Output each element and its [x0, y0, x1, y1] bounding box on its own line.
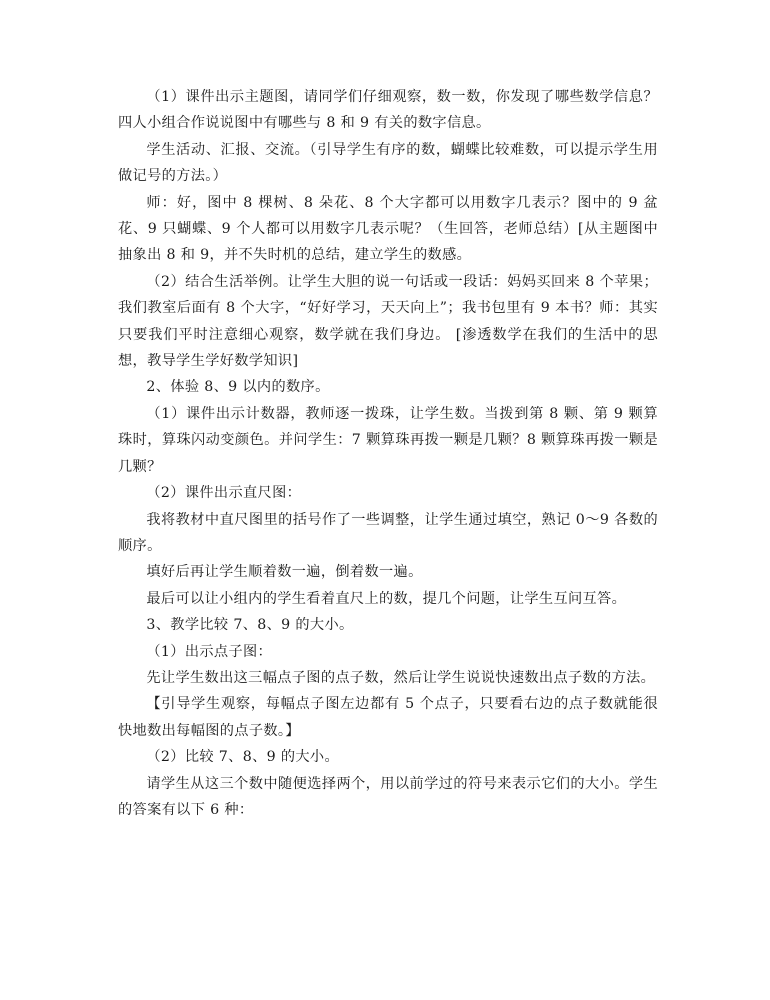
section-heading-number-order: 2、体验 8、9 以内的数序。 — [146, 379, 330, 396]
paragraph-student-activity: 学生活动、汇报、交流。（引导学生有序的数，蝴蝶比较难数，可以提示学生用做记号的方法。） — [118, 141, 658, 185]
paragraph-ruler-adjustment: 我将教材中直尺图里的括号作了一些调整，让学生通过填空，熟记 0～9 各数的顺序。 — [118, 511, 658, 554]
paragraph-observe-theme-picture: （1）课件出示主题图，请同学们仔细观察，数一数，你发现了哪些数学信息？四人小组合作说说图中有哪些与 8 和 9 有关的数字信息。 — [118, 89, 658, 132]
paragraph-guide-observe: 【引导学生观察，每幅点子图左边都有 5 个点子，只要看右边的点子数就能很快地数出每幅图的点子数。】 — [118, 696, 658, 739]
document-body — [118, 84, 658, 823]
paragraph-count-dots: 先让学生数出这三幅点子图的点子数，然后让学生说说快速数出点子数的方法。 — [146, 669, 656, 686]
paragraph-teacher-question: 师：好，图中 8 棵树、8 朵花、8 个大字都可以用数字几表示？图中的 9 盆花、9 只蝴蝶、9 个人都可以用数字几表示呢？（生回答，老师总结）[从主题图中抽象出 8 和 9，并不失时机的总结，建立学生的数感。 — [118, 194, 658, 264]
paragraph-dot-picture: （1）出示点子图： — [146, 643, 273, 660]
paragraph-group-questions: 最后可以让小组内的学生看着直尺上的数，提几个问题，让学生互问互答。 — [146, 590, 627, 607]
paragraph-life-examples: （2）结合生活举例。让学生大胆的说一句话或一段话：妈妈买回来 8 个苹果；我们教室后面有 8 个大字，“好好学习，天天向上”；我书包里有 9 本书？师：其实只要我们平时注意细心观察，数学就在我们身边。 [渗透数学在我们的生活中的思想，教导学生学好数学知识] — [118, 273, 658, 370]
section-heading-compare: 3、教学比较 7、8、9 的大小。 — [146, 617, 354, 634]
paragraph-count-forward-backward: 填好后再让学生顺着数一遍，倒着数一遍。 — [146, 564, 423, 581]
paragraph-counter-beads: （1）课件出示计数器，教师逐一拨珠，让学生数。当拨到第 8 颗、第 9 颗算珠时，算珠闪动变颜色。并问学生：7 颗算珠再拨一颗是几颗？8 颗算珠再拨一颗是几颗？ — [118, 405, 658, 475]
paragraph-choose-two: 请学生从这三个数中随便选择两个，用以前学过的符号来表示它们的大小。学生的答案有以下 6 种： — [118, 775, 658, 818]
paragraph-compare-sizes: （2）比较 7、8、9 的大小。 — [146, 749, 339, 766]
paragraph-ruler-picture: （2）课件出示直尺图： — [146, 485, 302, 502]
